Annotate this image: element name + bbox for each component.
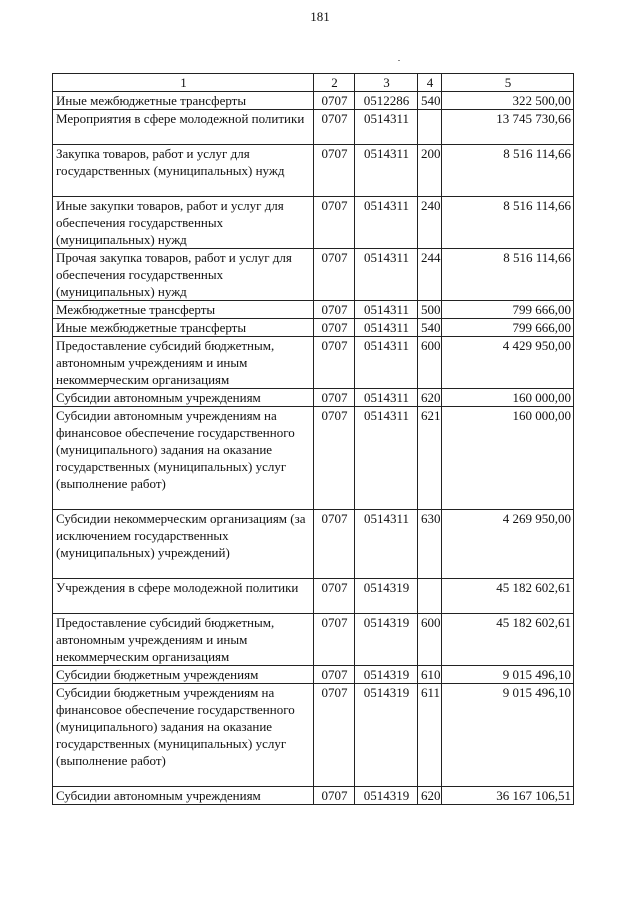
header-col-4: 4: [418, 74, 442, 92]
row-code-cell: 0514319: [355, 666, 418, 684]
row-name-cell: Предоставление субсидий бюджетным, автономным учреждениям и иным некоммерческим организациям: [53, 337, 314, 389]
row-section-cell: 0707: [314, 389, 355, 407]
row-type-cell: [418, 579, 442, 614]
row-name-cell: Учреждения в сфере молодежной политики: [53, 579, 314, 614]
row-type-cell: 611: [418, 684, 442, 787]
row-section-cell: 0707: [314, 337, 355, 389]
row-section-cell: 0707: [314, 249, 355, 301]
row-section-cell: 0707: [314, 614, 355, 666]
row-name-cell: Мероприятия в сфере молодежной политики: [53, 110, 314, 145]
row-code-cell: 0514319: [355, 787, 418, 805]
header-col-5: 5: [442, 74, 574, 92]
table-row: [53, 684, 574, 787]
header-col-3: 3: [355, 74, 418, 92]
row-code-cell: 0514319: [355, 579, 418, 614]
row-amount-cell: 9 015 496,10: [442, 684, 574, 787]
row-code-cell: 0514311: [355, 301, 418, 319]
row-name-cell: Иные межбюджетные трансферты: [53, 319, 314, 337]
table-row: [53, 145, 574, 197]
table-row: [53, 301, 574, 319]
table-row: [53, 510, 574, 579]
table-row: [53, 579, 574, 614]
row-name-cell: Иные закупки товаров, работ и услуг для обеспечения государственных (муниципальных) нужд: [53, 197, 314, 249]
row-amount-cell: 160 000,00: [442, 389, 574, 407]
row-section-cell: 0707: [314, 407, 355, 510]
row-amount-cell: 8 516 114,66: [442, 145, 574, 197]
row-type-cell: 600: [418, 337, 442, 389]
row-amount-cell: 4 269 950,00: [442, 510, 574, 579]
header-col-1: 1: [53, 74, 314, 92]
row-code-cell: 0514311: [355, 407, 418, 510]
table-row: [53, 110, 574, 145]
row-type-cell: 540: [418, 92, 442, 110]
table-row: [53, 92, 574, 110]
row-name-cell: Субсидии автономным учреждениям: [53, 787, 314, 805]
scan-speck: [398, 60, 400, 61]
row-name-cell: Субсидии бюджетным учреждениям: [53, 666, 314, 684]
row-amount-cell: 45 182 602,61: [442, 614, 574, 666]
row-section-cell: 0707: [314, 684, 355, 787]
row-type-cell: 610: [418, 666, 442, 684]
row-code-cell: 0514311: [355, 197, 418, 249]
row-type-cell: 200: [418, 145, 442, 197]
table-row: [53, 197, 574, 249]
row-type-cell: 500: [418, 301, 442, 319]
row-code-cell: 0512286: [355, 92, 418, 110]
row-amount-cell: 4 429 950,00: [442, 337, 574, 389]
row-type-cell: 600: [418, 614, 442, 666]
row-code-cell: 0514311: [355, 319, 418, 337]
table-row: [53, 319, 574, 337]
table-row: [53, 614, 574, 666]
row-section-cell: 0707: [314, 579, 355, 614]
row-amount-cell: 160 000,00: [442, 407, 574, 510]
page-number: 181: [310, 9, 330, 24]
row-code-cell: 0514311: [355, 249, 418, 301]
row-code-cell: 0514319: [355, 684, 418, 787]
table-row: [53, 787, 574, 805]
table-row: [53, 407, 574, 510]
row-name-cell: Субсидии бюджетным учреждениям на финансовое обеспечение государственного (муниципального) задания на оказание государственных (муниципальных) услуг (выполнение работ): [53, 684, 314, 787]
row-section-cell: 0707: [314, 666, 355, 684]
row-name-cell: Предоставление субсидий бюджетным, автономным учреждениям и иным некоммерческим организациям: [53, 614, 314, 666]
row-code-cell: 0514311: [355, 145, 418, 197]
row-type-cell: 240: [418, 197, 442, 249]
row-section-cell: 0707: [314, 787, 355, 805]
row-code-cell: 0514311: [355, 389, 418, 407]
row-name-cell: Субсидии автономным учреждениям на финансовое обеспечение государственного (муниципального) задания на оказание государственных (муниципальных) услуг (выполнение работ): [53, 407, 314, 510]
row-name-cell: Иные межбюджетные трансферты: [53, 92, 314, 110]
row-type-cell: 620: [418, 389, 442, 407]
budget-table: [52, 73, 574, 805]
header-row: [53, 74, 574, 92]
row-code-cell: 0514311: [355, 510, 418, 579]
row-amount-cell: 13 745 730,66: [442, 110, 574, 145]
row-type-cell: 630: [418, 510, 442, 579]
row-section-cell: 0707: [314, 110, 355, 145]
row-type-cell: [418, 110, 442, 145]
row-name-cell: Закупка товаров, работ и услуг для государственных (муниципальных) нужд: [53, 145, 314, 197]
row-amount-cell: 45 182 602,61: [442, 579, 574, 614]
row-section-cell: 0707: [314, 301, 355, 319]
table-row: [53, 337, 574, 389]
row-name-cell: Межбюджетные трансферты: [53, 301, 314, 319]
table-row: [53, 249, 574, 301]
row-section-cell: 0707: [314, 510, 355, 579]
row-section-cell: 0707: [314, 145, 355, 197]
row-name-cell: Прочая закупка товаров, работ и услуг для обеспечения государственных (муниципальных) нужд: [53, 249, 314, 301]
row-amount-cell: 8 516 114,66: [442, 197, 574, 249]
row-type-cell: 540: [418, 319, 442, 337]
row-code-cell: 0514311: [355, 337, 418, 389]
row-code-cell: 0514319: [355, 614, 418, 666]
row-amount-cell: 36 167 106,51: [442, 787, 574, 805]
table-row: [53, 389, 574, 407]
row-amount-cell: 9 015 496,10: [442, 666, 574, 684]
row-type-cell: 244: [418, 249, 442, 301]
row-section-cell: 0707: [314, 319, 355, 337]
row-amount-cell: 799 666,00: [442, 301, 574, 319]
table-row: [53, 666, 574, 684]
row-section-cell: 0707: [314, 197, 355, 249]
header-col-2: 2: [314, 74, 355, 92]
row-type-cell: 620: [418, 787, 442, 805]
table-body: [53, 92, 574, 805]
row-amount-cell: 8 516 114,66: [442, 249, 574, 301]
row-name-cell: Субсидии некоммерческим организациям (за исключением государственных (муниципальных) учреждений): [53, 510, 314, 579]
row-name-cell: Субсидии автономным учреждениям: [53, 389, 314, 407]
row-code-cell: 0514311: [355, 110, 418, 145]
row-amount-cell: 799 666,00: [442, 319, 574, 337]
row-type-cell: 621: [418, 407, 442, 510]
row-section-cell: 0707: [314, 92, 355, 110]
row-amount-cell: 322 500,00: [442, 92, 574, 110]
